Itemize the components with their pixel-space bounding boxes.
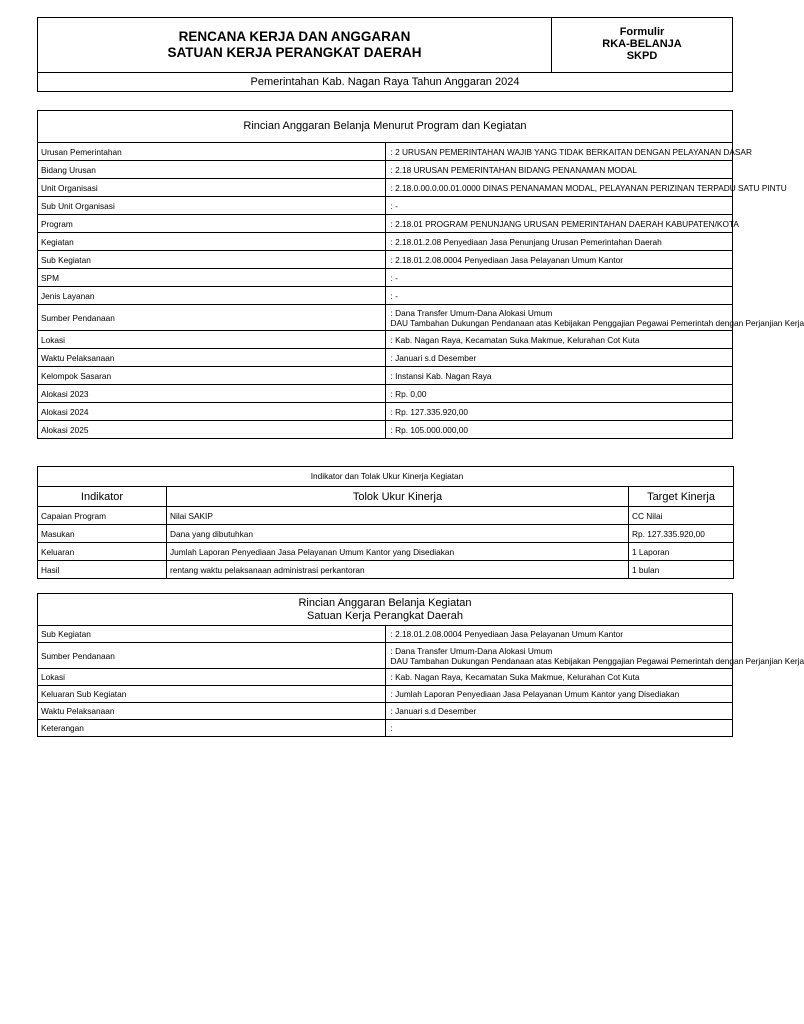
- table-row: [38, 179, 733, 197]
- row-label: Kelompok Sasaran: [38, 367, 386, 385]
- table-row: [38, 349, 733, 367]
- row-value: : 2.18.0.00.0.00.01.0000 DINAS PENANAMAN MODAL, PELAYANAN PERIZINAN TERPADU SATU PINTU: [385, 179, 733, 197]
- table-row: [38, 561, 734, 579]
- table-row: [38, 403, 733, 421]
- table-row: [38, 143, 733, 161]
- row-value: : -: [385, 287, 733, 305]
- indikator-cell: Masukan: [38, 525, 167, 543]
- row-label: Waktu Pelaksanaan: [38, 703, 386, 720]
- row-value: : Januari s.d Desember: [385, 703, 733, 720]
- row-label: Lokasi: [38, 331, 386, 349]
- table-row: [38, 507, 734, 525]
- kegiatan-section-title-line1: Rincian Anggaran Belanja Kegiatan: [298, 596, 472, 609]
- document-title: [38, 18, 552, 73]
- row-value: : Rp. 127.335.920,00: [385, 403, 733, 421]
- table-row: [38, 643, 733, 669]
- indikator-cell: Capaian Program: [38, 507, 167, 525]
- table-row: [38, 385, 733, 403]
- target-cell: Rp. 127.335.920,00: [629, 525, 734, 543]
- row-value: : -: [385, 269, 733, 287]
- indikator-section-title: Indikator dan Tolak Ukur Kinerja Kegiatan: [38, 467, 734, 487]
- row-label: SPM: [38, 269, 386, 287]
- row-label: Alokasi 2024: [38, 403, 386, 421]
- row-label: Jenis Layanan: [38, 287, 386, 305]
- column-header-tolok-ukur: Tolok Ukur Kinerja: [167, 487, 629, 507]
- form-header: [37, 17, 733, 92]
- document-title-line1: RENCANA KERJA DAN ANGGARAN: [178, 29, 411, 44]
- table-row: [38, 287, 733, 305]
- row-value-line1: : Dana Transfer Umum-Dana Alokasi Umum: [390, 307, 553, 318]
- row-label: Bidang Urusan: [38, 161, 386, 179]
- row-label: Program: [38, 215, 386, 233]
- form-code: [552, 18, 733, 73]
- row-value: [385, 643, 804, 669]
- document-title-line2: SATUAN KERJA PERANGKAT DAERAH: [167, 45, 422, 60]
- row-value: : Kab. Nagan Raya, Kecamatan Suka Makmue, Kelurahan Cot Kuta: [385, 669, 733, 686]
- table-row: [38, 421, 733, 439]
- table-row: [38, 269, 733, 287]
- row-value-line2: DAU Tambahan Dukungan Pendanaan atas Kebijakan Penggajian Pegawai Pemerintah dengan Perjanjian Kerja: [390, 317, 804, 328]
- row-value: : Instansi Kab. Nagan Raya: [385, 367, 733, 385]
- row-value: : Kab. Nagan Raya, Kecamatan Suka Makmue, Kelurahan Cot Kuta: [385, 331, 733, 349]
- table-row: [38, 686, 733, 703]
- target-cell: 1 Laporan: [629, 543, 734, 561]
- target-cell: 1 bulan: [629, 561, 734, 579]
- table-row: [38, 703, 733, 720]
- row-label: Alokasi 2023: [38, 385, 386, 403]
- row-label: Sumber Pendanaan: [38, 305, 386, 331]
- row-value: [385, 305, 804, 331]
- row-value: : 2.18 URUSAN PEMERINTAHAN BIDANG PENANAMAN MODAL: [385, 161, 733, 179]
- target-cell: CC Nilai: [629, 507, 734, 525]
- row-label: Unit Organisasi: [38, 179, 386, 197]
- kegiatan-section-title-line2: Satuan Kerja Perangkat Daerah: [307, 609, 463, 622]
- row-label: Keluaran Sub Kegiatan: [38, 686, 386, 703]
- table-row: [38, 669, 733, 686]
- row-value: : -: [385, 197, 733, 215]
- row-value: :: [385, 720, 733, 737]
- table-row: [38, 161, 733, 179]
- row-label: Kegiatan: [38, 233, 386, 251]
- row-label: Keterangan: [38, 720, 386, 737]
- form-code-line1: Formulir: [619, 26, 665, 38]
- row-label: Sub Unit Organisasi: [38, 197, 386, 215]
- row-label: Urusan Pemerintahan: [38, 143, 386, 161]
- row-value: : 2.18.01.2.08.0004 Penyediaan Jasa Pelayanan Umum Kantor: [385, 626, 733, 643]
- table-row: [38, 305, 733, 331]
- kegiatan-section-title: [38, 594, 733, 626]
- form-code-line2: RKA-BELANJA: [602, 38, 682, 50]
- program-section-title: Rincian Anggaran Belanja Menurut Program dan Kegiatan: [38, 111, 733, 143]
- form-code-line3: SKPD: [626, 50, 658, 62]
- row-value-line2: DAU Tambahan Dukungan Pendanaan atas Kebijakan Penggajian Pegawai Pemerintah dengan Perjanjian Kerja: [390, 655, 804, 666]
- tolok-ukur-cell: rentang waktu pelaksanaan administrasi perkantoran: [167, 561, 629, 579]
- row-label: Sub Kegiatan: [38, 626, 386, 643]
- table-row: [38, 525, 734, 543]
- row-value: : Januari s.d Desember: [385, 349, 733, 367]
- indikator-cell: Keluaran: [38, 543, 167, 561]
- row-label: Sumber Pendanaan: [38, 643, 386, 669]
- row-value: : 2.18.01 PROGRAM PENUNJANG URUSAN PEMERINTAHAN DAERAH KABUPATEN/KOTA: [385, 215, 733, 233]
- indikator-cell: Hasil: [38, 561, 167, 579]
- row-label: Lokasi: [38, 669, 386, 686]
- row-label: Waktu Pelaksanaan: [38, 349, 386, 367]
- column-header-target: Target Kinerja: [629, 487, 734, 507]
- tolok-ukur-cell: Dana yang dibutuhkan: [167, 525, 629, 543]
- tolok-ukur-cell: Jumlah Laporan Penyediaan Jasa Pelayanan Umum Kantor yang Disediakan: [167, 543, 629, 561]
- table-row: [38, 251, 733, 269]
- table-row: [38, 215, 733, 233]
- table-row: [38, 720, 733, 737]
- table-row: [38, 233, 733, 251]
- row-label: Alokasi 2025: [38, 421, 386, 439]
- row-value: : Jumlah Laporan Penyediaan Jasa Pelayanan Umum Kantor yang Disediakan: [385, 686, 733, 703]
- program-detail-table: [37, 110, 804, 439]
- table-row: [38, 367, 733, 385]
- row-label: Sub Kegiatan: [38, 251, 386, 269]
- table-row: [38, 331, 733, 349]
- row-value: : Rp. 105.000.000,00: [385, 421, 733, 439]
- row-value: : Rp. 0,00: [385, 385, 733, 403]
- row-value: : 2.18.01.2.08 Penyediaan Jasa Penunjang Urusan Pemerintahan Daerah: [385, 233, 733, 251]
- row-value: : 2.18.01.2.08.0004 Penyediaan Jasa Pelayanan Umum Kantor: [385, 251, 733, 269]
- table-row: [38, 626, 733, 643]
- kegiatan-detail-table: [37, 593, 804, 737]
- table-row: [38, 543, 734, 561]
- tolok-ukur-cell: Nilai SAKIP: [167, 507, 629, 525]
- row-value-line1: : Dana Transfer Umum-Dana Alokasi Umum: [390, 645, 553, 656]
- row-value: : 2 URUSAN PEMERINTAHAN WAJIB YANG TIDAK BERKAITAN DENGAN PELAYANAN DASAR: [385, 143, 733, 161]
- document-subtitle: Pemerintahan Kab. Nagan Raya Tahun Anggaran 2024: [38, 73, 733, 92]
- table-row: [38, 197, 733, 215]
- column-header-indikator: Indikator: [38, 487, 167, 507]
- indikator-table: [37, 466, 734, 579]
